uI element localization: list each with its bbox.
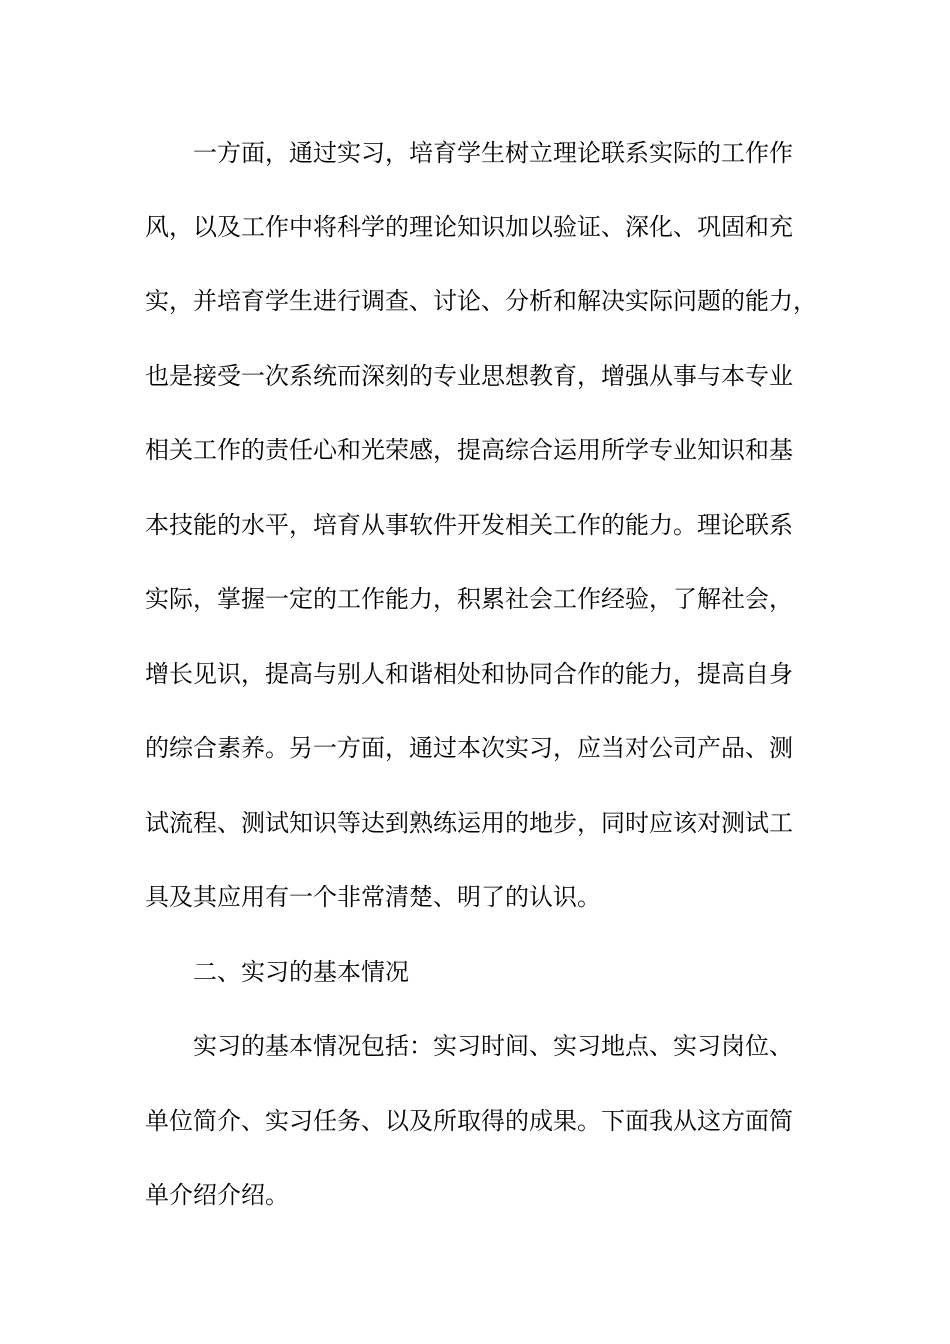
- paragraph-1-line-11: 具及其应用有一个非常清楚、明了的认识。: [145, 883, 601, 911]
- paragraph-1-line-1: 一方面，通过实习，培育学生树立理论联系实际的工作作: [193, 139, 793, 167]
- paragraph-1-line-2: 风，以及工作中将科学的理论知识加以验证、深化、巩固和充: [145, 213, 793, 241]
- paragraph-1-line-9: 的综合素养。另一方面，通过本次实习，应当对公司产品、测: [145, 734, 793, 762]
- section-heading: 二、实习的基本情况: [193, 958, 409, 986]
- paragraph-1-line-6: 本技能的水平，培育从事软件开发相关工作的能力。理论联系: [145, 511, 793, 539]
- paragraph-1-line-4: 也是接受一次系统而深刻的专业思想教育，增强从事与本专业: [145, 362, 793, 390]
- paragraph-1-line-8: 增长见识，提高与别人和谐相处和协同合作的能力，提高自身: [145, 660, 793, 688]
- paragraph-2-line-3: 单介绍介绍。: [145, 1181, 289, 1209]
- paragraph-2-line-1: 实习的基本情况包括：实习时间、实习地点、实习岗位、: [193, 1032, 793, 1060]
- paragraph-2-line-2: 单位简介、实习任务、以及所取得的成果。下面我从这方面简: [145, 1107, 793, 1135]
- paragraph-1-line-5: 相关工作的责任心和光荣感，提高综合运用所学专业知识和基: [145, 436, 793, 464]
- paragraph-1-line-3: 实，并培育学生进行调查、讨论、分析和解决实际问题的能力，: [145, 287, 817, 315]
- paragraph-1-line-10: 试流程、测试知识等达到熟练运用的地步，同时应该对测试工: [145, 809, 793, 837]
- paragraph-1-line-7: 实际，掌握一定的工作能力，积累社会工作经验，了解社会，: [145, 585, 793, 613]
